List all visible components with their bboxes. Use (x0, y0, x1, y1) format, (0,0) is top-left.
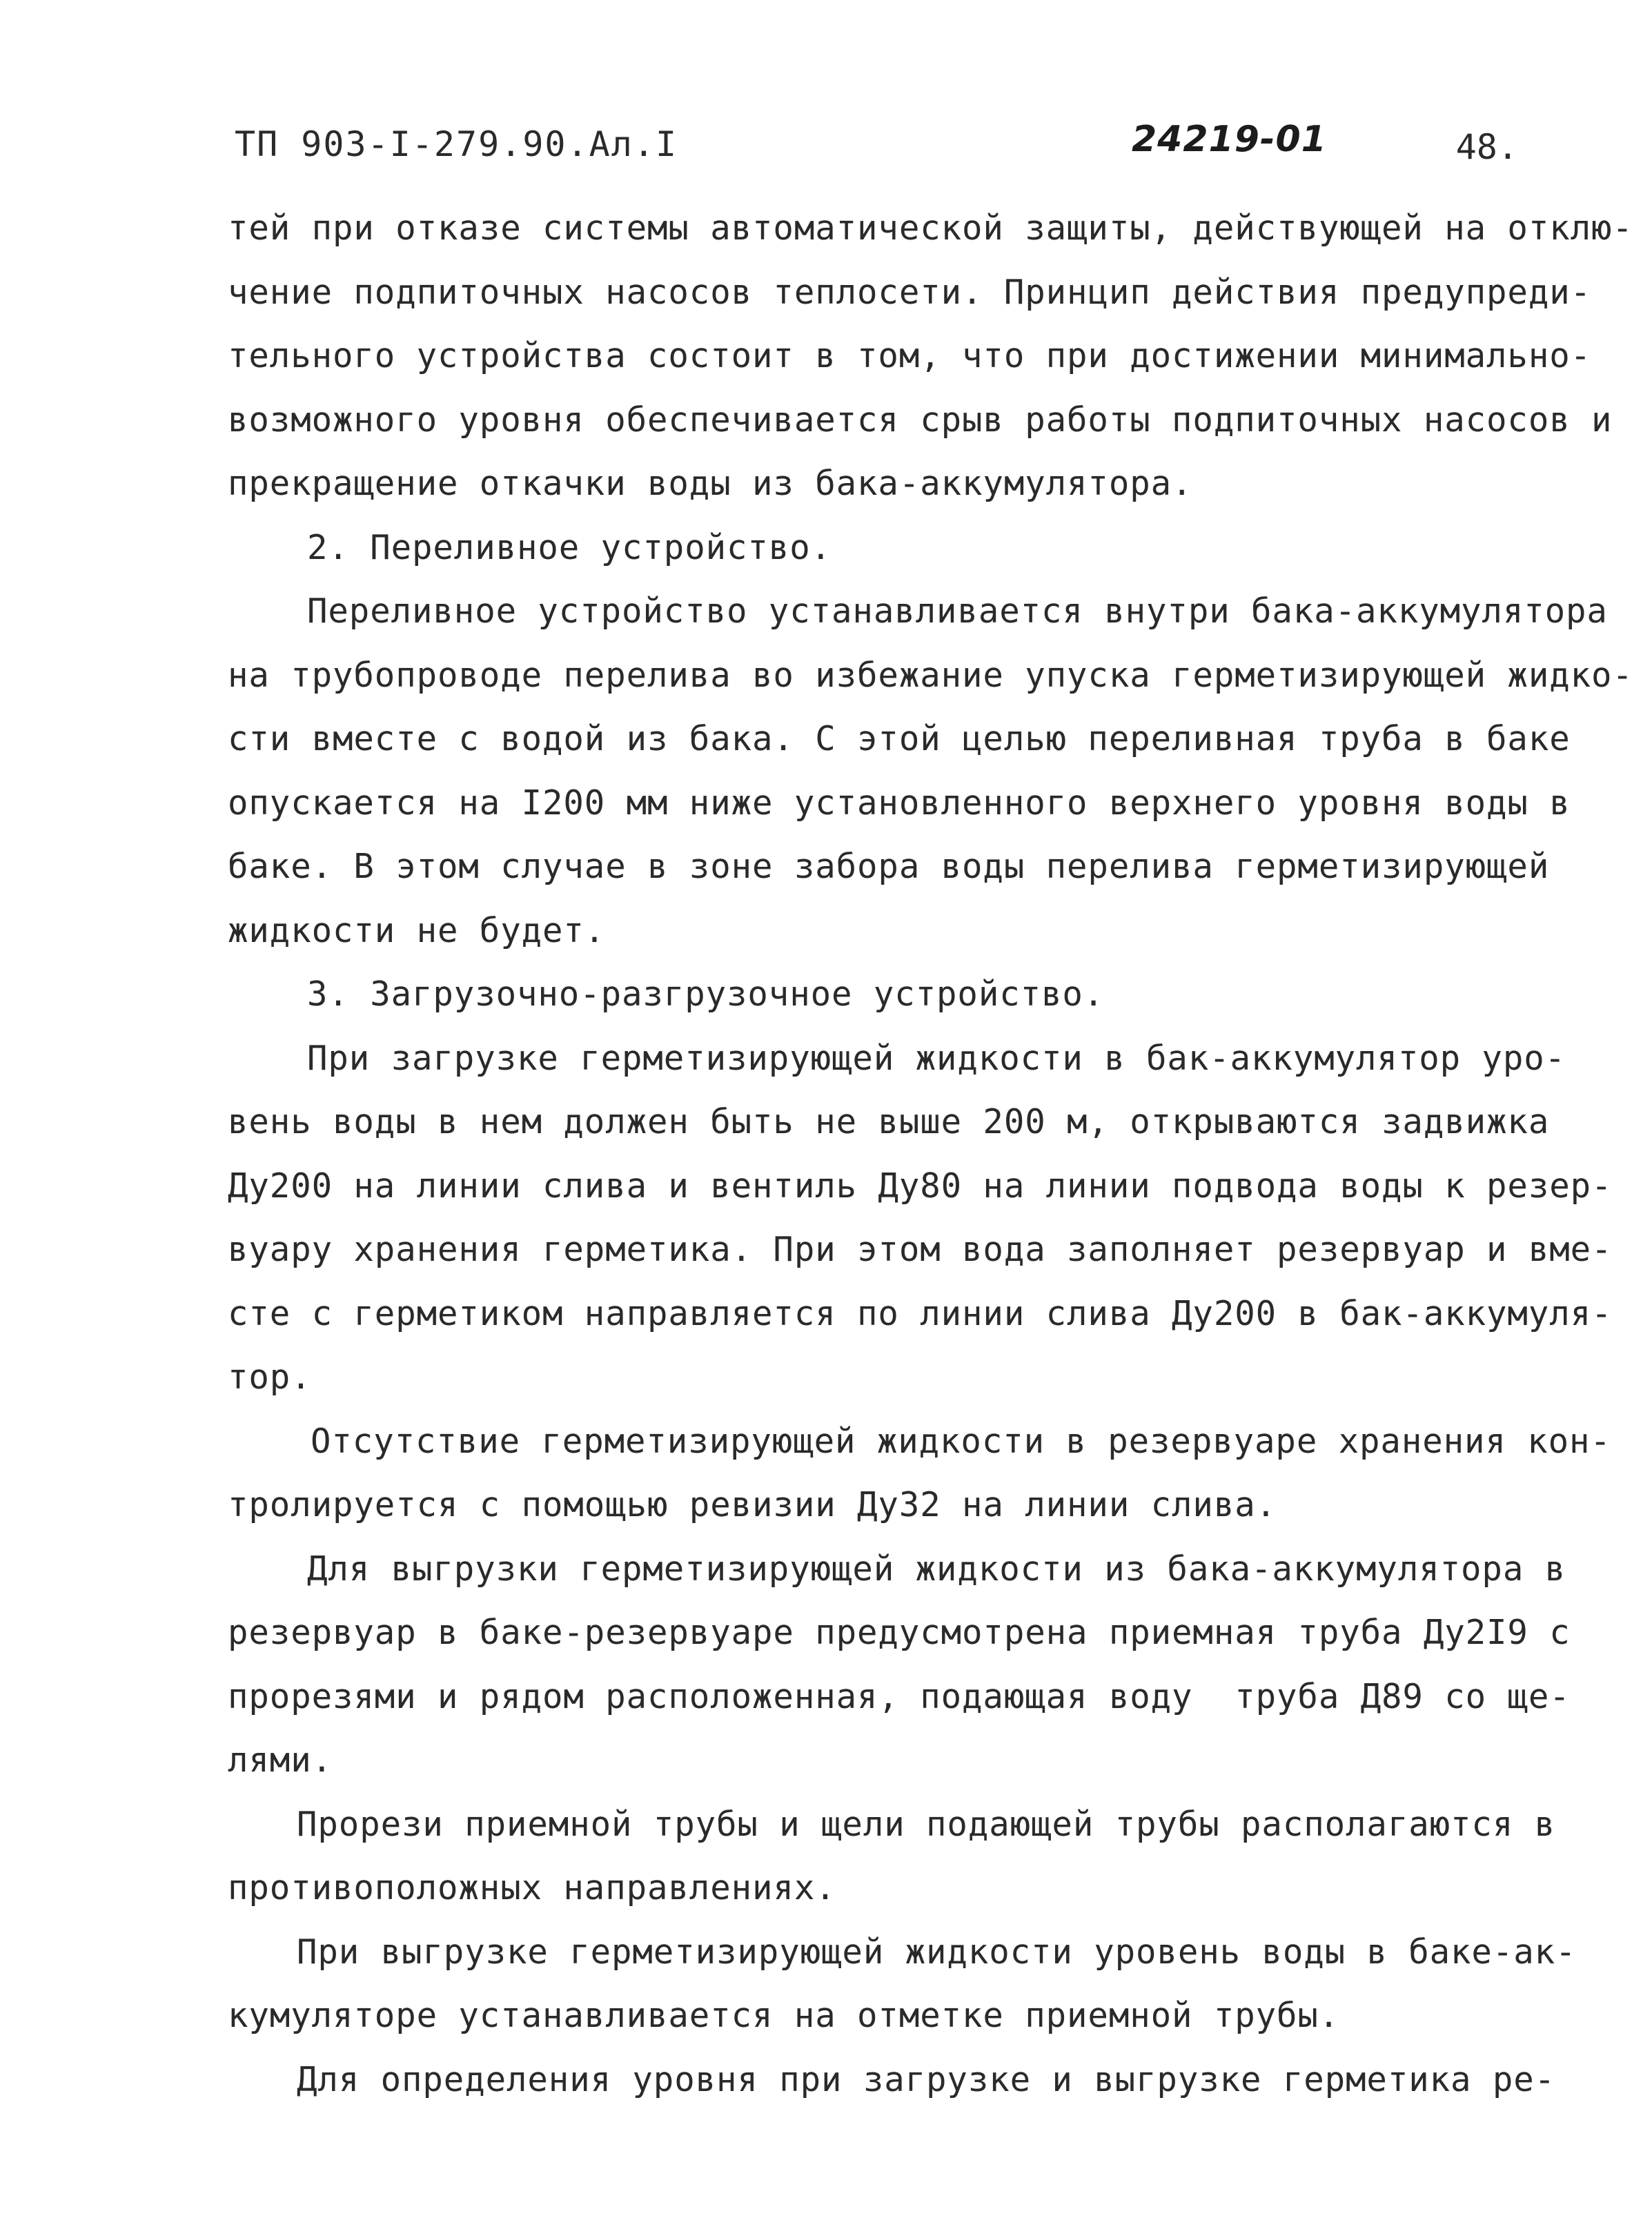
text-line: противоположных направлениях. (228, 1868, 836, 1907)
text-line: опускается на I200 мм ниже установленного верхнего уровня воды в (228, 783, 1571, 823)
text-line: тельного устройства состоит в том, что при достижении минимально- (228, 336, 1592, 375)
section-heading: 2. Переливное устройство. (307, 527, 832, 567)
text-line: резервуар в баке-резервуаре предусмотрена приемная труба Ду2I9 с (228, 1613, 1571, 1652)
text-line: баке. В этом случае в зоне забора воды перелива герметизирующей (228, 847, 1550, 886)
page-header (235, 119, 1546, 186)
text-line: кумуляторе устанавливается на отметке приемной трубы. (228, 1996, 1340, 2035)
document-code: ТП 903-I-279.90.Ал.I (235, 124, 678, 164)
text-line: прорезями и рядом расположенная, подающая воду труба Д89 со ще- (228, 1676, 1571, 1716)
paragraph-start: Прорези приемной трубы и щели подающей трубы располагаются в (297, 1804, 1556, 1844)
text-line: тор. (228, 1357, 312, 1397)
text-line: вуару хранения герметика. При этом вода заполняет резервуар и вме- (228, 1230, 1613, 1269)
text-line: Ду200 на линии слива и вентиль Ду80 на линии подвода воды к резер- (228, 1166, 1613, 1206)
document-body (228, 197, 1633, 2112)
text-line: лями. (228, 1740, 333, 1780)
text-line: прекращение откачки воды из бака-аккумулятора. (228, 464, 1193, 503)
text-line: тей при отказе системы автоматической защиты, действующей на отклю- (228, 208, 1633, 248)
text-line: вень воды в нем должен быть не выше 200 м, открываются задвижка (228, 1102, 1550, 1141)
page-number: 48. (1455, 127, 1518, 167)
paragraph-start: Отсутствие герметизирующей жидкости в резервуаре хранения кон- (311, 1421, 1611, 1461)
section-heading: 3. Загрузочно-разгрузочное устройство. (307, 974, 1105, 1014)
text-line: возможного уровня обеспечивается срыв работы подпиточных насосов и (228, 400, 1613, 440)
text-line: тролируется с помощью ревизии Ду32 на линии слива. (228, 1485, 1277, 1524)
paragraph-start: При выгрузке герметизирующей жидкости уровень воды в баке-ак- (297, 1932, 1577, 1972)
text-line: чение подпиточных насосов теплосети. Принцип действия предупреди- (228, 272, 1592, 312)
paragraph-start: При загрузке герметизирующей жидкости в бак-аккумулятор уро- (307, 1038, 1566, 1078)
text-line: жидкости не будет. (228, 910, 606, 950)
text-line: сте с герметиком направляется по линии слива Ду200 в бак-аккумуля- (228, 1293, 1613, 1333)
text-line: сти вместе с водой из бака. С этой целью переливная труба в баке (228, 719, 1571, 758)
paragraph-start: Переливное устройство устанавливается внутри бака-аккумулятора (307, 591, 1608, 631)
text-line: на трубопроводе перелива во избежание упуска герметизирующей жидко- (228, 655, 1633, 695)
paragraph-start: Для определения уровня при загрузке и выгрузке герметика ре- (297, 2059, 1556, 2099)
handwritten-number: 24219-01 (1132, 119, 1327, 160)
paragraph-start: Для выгрузки герметизирующей жидкости из бака-аккумулятора в (307, 1549, 1566, 1589)
